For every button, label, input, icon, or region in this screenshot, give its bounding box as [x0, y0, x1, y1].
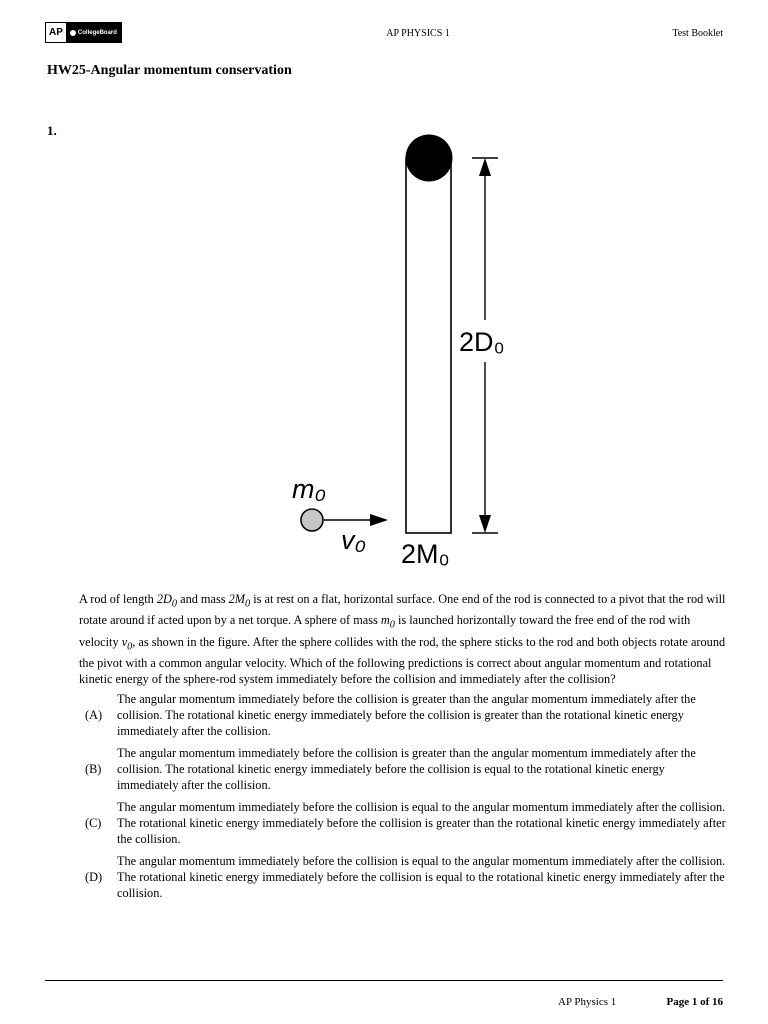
stem-part-2: and mass — [177, 592, 229, 606]
stem-vel-main: v — [121, 634, 128, 649]
pivot — [406, 135, 453, 182]
footer-course: AP Physics 1 — [558, 996, 617, 1008]
dimension-arrowhead-up — [479, 158, 491, 176]
header-course: AP PHYSICS 1 — [386, 28, 450, 39]
stem-part-3: is at rest on a flat, horizontal surface. One end of the rod is connected to a pivot that the rod will rotate around if acted upon by a net torque. A sphere of mass — [79, 592, 726, 628]
stem-smass-sub: 0 — [389, 619, 395, 631]
option-letter: (A) — [85, 708, 103, 722]
stem-length-main: 2D — [156, 592, 172, 606]
stem-smass — [380, 613, 395, 631]
dimension-arrowhead-down — [479, 515, 491, 533]
option-letter: (B) — [85, 762, 102, 776]
footer-divider — [45, 980, 723, 981]
stem-length — [156, 592, 178, 610]
question-number: 1. — [47, 123, 57, 138]
logo-ap: AP — [46, 23, 66, 42]
stem-mass-main: 2M — [228, 592, 246, 606]
option-d[interactable] — [79, 853, 729, 901]
option-text: The angular momentum immediately before the collision is equal to the angular momentum immediately after the collision. The rotational kinetic energy immediately before the collision is equal to the rotational kinetic energy immediately after the collision. — [117, 854, 726, 900]
option-text: The angular momentum immediately before the collision is greater than the angular momentum immediately after the collision. The rotational kinetic energy immediately before the collision is greater than the rotational kinetic energy immediately after the collision. — [117, 692, 696, 738]
stem-smass-main: m — [380, 613, 390, 628]
stem-part-5: , as shown in the figure. After the sphere collides with the rod, the sphere sticks to the rod and both objects rotate around the pivot with a common angular velocity. Which of the following predictions is correct about angular momentum and rotational kinetic energy of the sphere-rod system immediately before the collision and immediately after the collision? — [79, 634, 726, 687]
velocity-arrowhead — [370, 514, 388, 526]
length-label: 2D₀ — [459, 327, 505, 357]
stem-vel-sub: 0 — [127, 641, 133, 653]
header-booklet: Test Booklet — [672, 28, 723, 39]
answer-options — [79, 691, 729, 907]
sphere-mass-label: m₀ — [292, 474, 326, 504]
stem-length-sub: 0 — [171, 598, 178, 610]
stem-mass — [228, 592, 251, 610]
stem-part-1: A rod of length — [79, 592, 157, 606]
option-letter: (C) — [85, 816, 102, 830]
sphere — [301, 509, 323, 531]
page-title: HW25-Angular momentum conservation — [47, 63, 292, 78]
stem-part-4: is launched horizontally toward the free end of the rod with velocity — [79, 613, 691, 649]
logo-collegeboard-text: CollegeBoard — [77, 29, 117, 36]
rod — [406, 158, 451, 533]
stem-mass-sub: 0 — [245, 598, 251, 610]
stem-vel — [121, 634, 133, 653]
option-b[interactable] — [79, 745, 729, 793]
option-c[interactable] — [79, 799, 729, 847]
option-letter: (D) — [85, 870, 103, 884]
option-a[interactable] — [79, 691, 729, 739]
page-number: Page 1 of 16 — [666, 996, 723, 1008]
option-text: The angular momentum immediately before the collision is equal to the angular momentum immediately after the collision. The rotational kinetic energy immediately before the collision is greater than the rotational kinetic energy immediately after the collision. — [117, 800, 726, 846]
question-stem — [79, 591, 729, 687]
velocity-label: v₀ — [341, 525, 366, 555]
rod-mass-label: 2M₀ — [401, 539, 450, 569]
option-text: The angular momentum immediately before the collision is greater than the angular momentum immediately after the collision. The rotational kinetic energy immediately before the collision is equal to the rotational kinetic energy immediately after the collision. — [117, 746, 696, 792]
